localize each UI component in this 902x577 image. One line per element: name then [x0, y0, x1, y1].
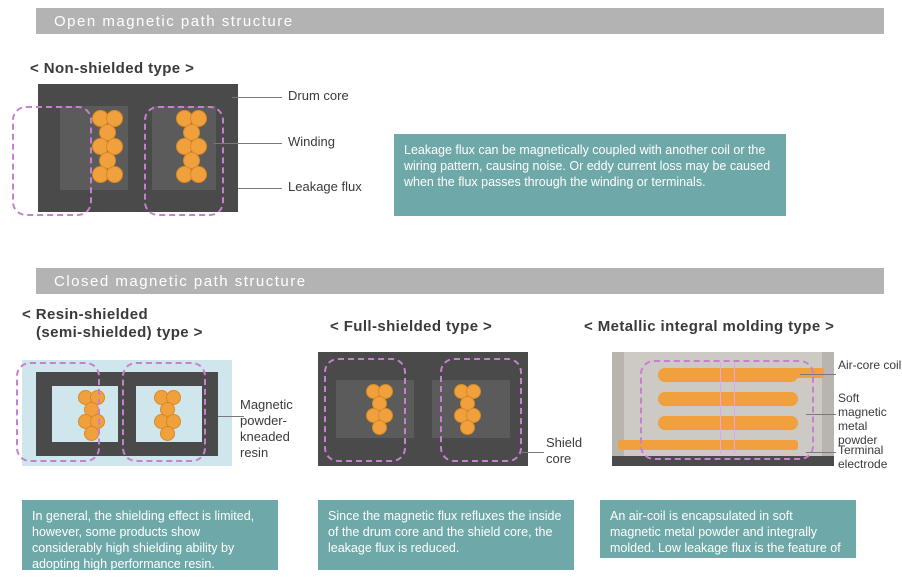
heading-resin-line1: < Resin-shielded: [22, 306, 149, 323]
label-terminal-electrode: Terminal electrode: [838, 443, 888, 471]
flux-loop-right: [122, 362, 206, 462]
diagram-full-shielded: [318, 352, 528, 466]
section-title-open: Open magnetic path structure: [54, 12, 294, 30]
leader-air-core-coil: [800, 374, 836, 375]
heading-resin-shielded: [22, 306, 292, 342]
heading-metallic-molding: < Metallic integral molding type >: [584, 318, 835, 335]
leader-shield-core: [522, 452, 544, 453]
label-shield-core: Shield core: [546, 435, 583, 466]
winding-bead: [106, 166, 123, 183]
callout-non-shielded: Leakage flux can be magnetically coupled with another coil or the wiring pattern, causing noise. Or eddy current loss may be caused when the flux passes through the winding or terminals.: [394, 134, 786, 216]
label-magnetic-resin: Magnetic powder-kneaded resin: [240, 397, 293, 460]
flux-loop-left: [324, 358, 406, 462]
flux-line: [734, 362, 735, 454]
heading-full-shielded: < Full-shielded type >: [330, 318, 493, 335]
label-leakage-flux: Leakage flux: [288, 179, 362, 194]
callout-resin-shielded: In general, the shielding effect is limited, however, some products show considerably high shielding ability by adopting high performance resin.: [22, 500, 278, 570]
drum-core-center-post-mid: [414, 368, 432, 450]
leader-soft-magnetic-metal-powder: [806, 414, 836, 415]
heading-non-shielded: < Non-shielded type >: [30, 60, 195, 77]
flux-line: [720, 362, 721, 454]
leakage-flux-loop-right: [144, 106, 224, 216]
leader-drum-core: [232, 97, 282, 98]
section-banner-open: [36, 8, 884, 34]
flux-loop-metallic: [640, 360, 814, 460]
label-winding: Winding: [288, 134, 335, 149]
diagram-resin-shielded: [22, 360, 232, 466]
leader-leakage-flux: [238, 188, 282, 189]
leader-winding: [214, 143, 282, 144]
callout-full-shielded: Since the magnetic flux refluxes the inside of the drum core and the shield core, the leakage flux is reduced.: [318, 500, 574, 570]
label-air-core-coil: Air-core coil: [838, 358, 902, 372]
section-title-closed: Closed magnetic path structure: [54, 272, 307, 290]
section-banner-closed: [36, 268, 884, 294]
label-soft-magnetic-metal-powder: Soft magnetic metal powder: [838, 391, 887, 447]
leakage-flux-loop-left: [12, 106, 92, 216]
leader-terminal-electrode: [806, 452, 836, 453]
diagram-non-shielded: [34, 84, 244, 214]
label-drum-core: Drum core: [288, 88, 349, 103]
flux-loop-right: [440, 358, 522, 462]
heading-resin-line2: (semi-shielded) type >: [36, 324, 203, 341]
flux-loop-left: [16, 362, 100, 462]
diagram-metallic-molding: [612, 352, 834, 466]
callout-metallic-molding: An air-coil is encapsulated in soft magnetic metal powder and integrally molded. Low leakage flux is the feature of this product.: [600, 500, 856, 558]
drum-core-top-flange: [38, 84, 238, 106]
